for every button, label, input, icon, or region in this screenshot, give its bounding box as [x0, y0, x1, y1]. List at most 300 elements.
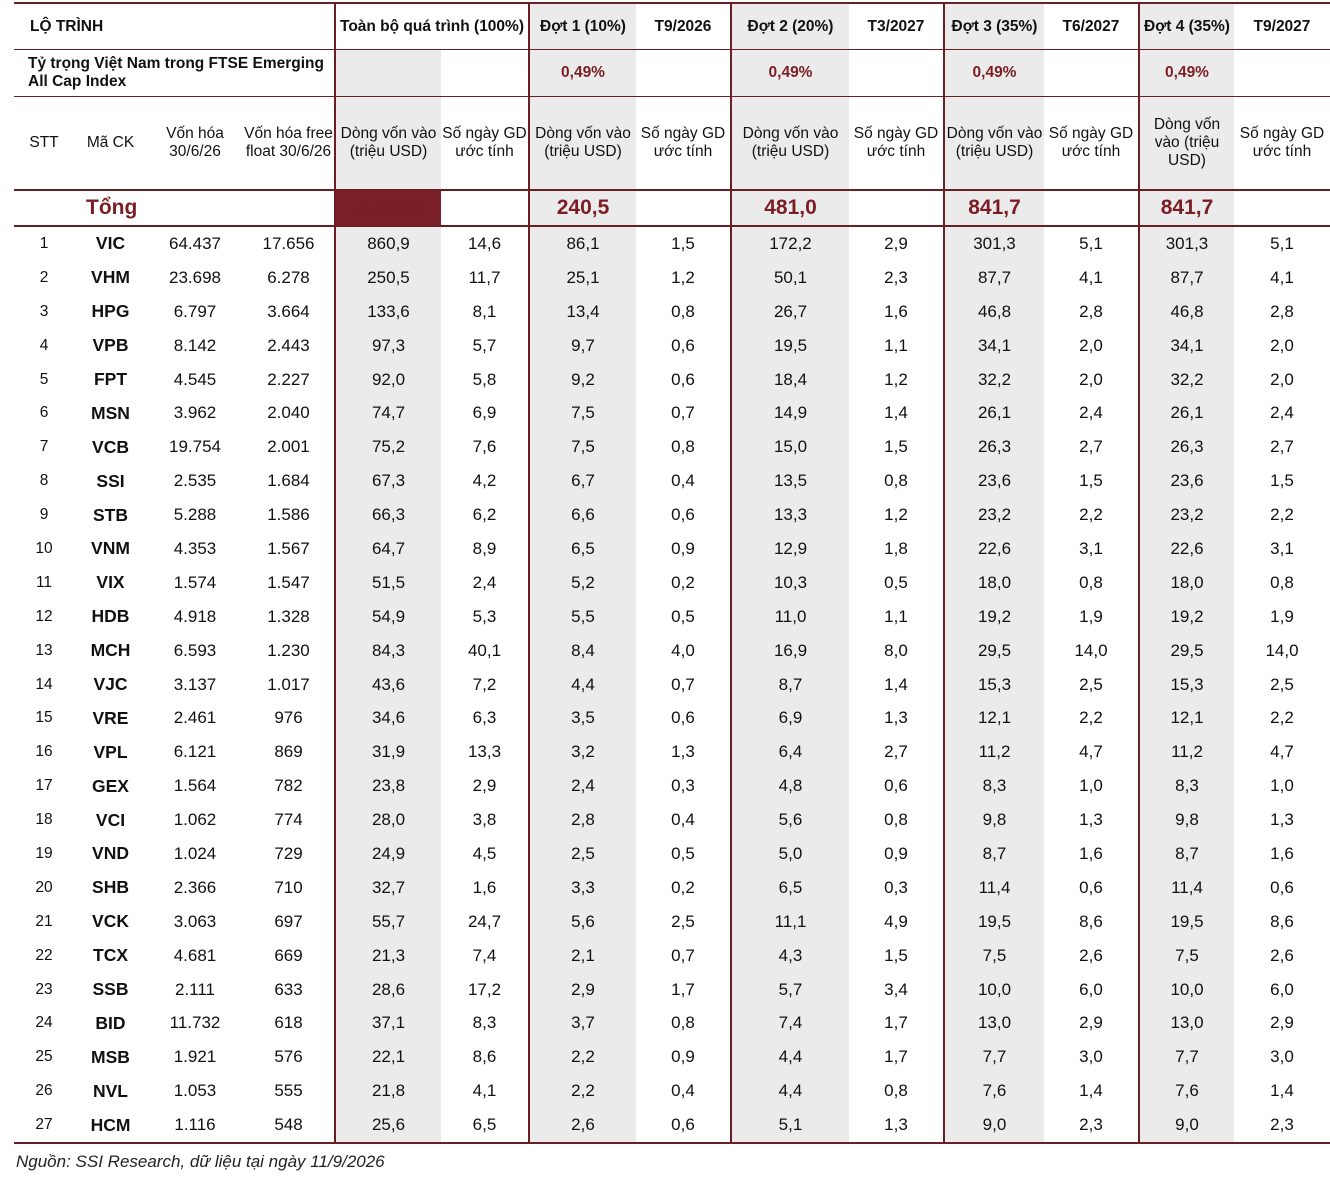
cell-phase-3-inflow: 29,5: [944, 634, 1044, 668]
cell-total-inflow: 54,9: [335, 600, 441, 634]
cell-phase-2-inflow: 5,0: [731, 837, 849, 871]
cell-phase-2-inflow: 10,3: [731, 566, 849, 600]
cell-phase-1-days: 0,4: [671, 471, 695, 491]
cell-total-inflow: 51,5: [335, 566, 441, 600]
cell-phase-4-inflow: 87,7: [1139, 261, 1234, 295]
cell-code: VIX: [96, 572, 125, 593]
cell-phase-3-days: 1,4: [1079, 1081, 1103, 1101]
cell-total-days: 40,1: [467, 640, 502, 660]
cell-phase-1-days: 0,4: [671, 1081, 695, 1101]
cell-total-days: 8,1: [472, 301, 497, 321]
phase-2-weight: 0,49%: [731, 50, 849, 97]
cell-phase-3-days: 2,7: [1079, 437, 1103, 457]
cell-phase-3-inflow: 7,6: [944, 1074, 1044, 1108]
cell-phase-2-inflow: 172,2: [731, 226, 849, 261]
inflow-table: [14, 2, 1330, 1144]
cell-market-cap: 2.111: [174, 979, 216, 999]
table-row: [14, 905, 1330, 939]
cell-phase-3-days: 5,1: [1079, 233, 1103, 253]
cell-phase-2-inflow: 11,0: [731, 600, 849, 634]
cell-phase-1-days: 0,2: [671, 877, 695, 897]
cell-free-float: 729: [274, 843, 303, 863]
cell-phase-1-days: 0,7: [671, 674, 695, 694]
phase-4-total: 841,7: [1139, 190, 1234, 226]
cell-total-inflow: 860,9: [335, 226, 441, 261]
cell-free-float: 548: [243, 1108, 335, 1143]
cell-phase-1-days: 0,9: [671, 538, 695, 558]
cell-phase-4-days: 1,6: [1270, 843, 1294, 863]
cell-phase-4-days: 2,9: [1270, 1013, 1294, 1033]
cell-phase-1-inflow: 3,5: [529, 701, 636, 735]
cell-phase-2-days: 2,9: [884, 233, 908, 253]
cell-phase-3-inflow: 34,1: [944, 329, 1044, 363]
cell-stt: 13: [35, 641, 53, 659]
cell-phase-4-days: 1,5: [1270, 471, 1294, 491]
cell-code: BID: [95, 1012, 126, 1033]
total-process-header: Toàn bộ quá trình (100%): [335, 3, 529, 50]
table-row: [14, 1006, 1330, 1040]
cell-market-cap: 3.063: [173, 911, 217, 931]
cell-total-inflow: 64,7: [335, 532, 441, 566]
cell-phase-2-days: 0,8: [884, 471, 908, 491]
cell-phase-1-days: 1,2: [671, 267, 695, 287]
cell-phase-3-days: 2,2: [1079, 505, 1103, 525]
cell-market-cap: 1.024: [173, 843, 217, 863]
table-row: [14, 803, 1330, 837]
cell-stt: 26: [35, 1082, 53, 1100]
cell-phase-3-days: 3,1: [1079, 538, 1103, 558]
cell-phase-4-inflow: 32,2: [1139, 363, 1234, 397]
cell-total-inflow: 75,2: [335, 430, 441, 464]
cell-phase-1-inflow: 9,2: [529, 363, 636, 397]
table-row: [14, 939, 1330, 973]
cell-total-days: 6,3: [472, 708, 497, 728]
cell-phase-1-days: 0,8: [671, 1013, 695, 1033]
cell-phase-1-inflow: 7,5: [529, 396, 636, 430]
cell-phase-4-inflow: 19,2: [1139, 600, 1234, 634]
cell-phase-1-days: 0,9: [671, 1047, 695, 1067]
cell-phase-1-inflow: 4,4: [529, 668, 636, 702]
cell-phase-4-inflow: 7,6: [1139, 1074, 1234, 1108]
cell-total-days: 6,9: [472, 403, 497, 423]
cell-phase-2-inflow: 13,5: [731, 464, 849, 498]
table-row: [14, 837, 1330, 871]
phase-4-weight: 0,49%: [1139, 50, 1234, 97]
cell-phase-3-inflow: 8,3: [944, 769, 1044, 803]
table-row: [14, 430, 1330, 464]
cell-market-cap: 19.754: [169, 437, 221, 457]
cell-phase-3-days: 8,6: [1079, 911, 1103, 931]
cell-phase-1-inflow: 2,4: [529, 769, 636, 803]
cell-free-float: 3.664: [267, 301, 310, 321]
cell-code: VCB: [92, 436, 129, 457]
cell-free-float: 17.656: [262, 233, 315, 253]
cell-phase-3-days: 0,8: [1079, 572, 1103, 592]
cell-free-float: 697: [274, 911, 303, 931]
cell-phase-2-days: 8,0: [884, 640, 908, 660]
cell-phase-2-days: 1,3: [849, 1108, 944, 1143]
cell-phase-3-inflow: 22,6: [944, 532, 1044, 566]
col-total-days: Số ngày GD ước tính: [441, 97, 529, 191]
cell-code: FPT: [93, 369, 128, 389]
cell-total-days: 17,2: [467, 979, 502, 999]
cell-phase-3-days: 14,0: [1074, 640, 1108, 660]
table-row: [14, 769, 1330, 803]
cell-phase-2-inflow: 4,4: [731, 1074, 849, 1108]
cell-code: TCX: [93, 945, 128, 966]
cell-stt: 1: [39, 234, 49, 252]
weight-total-empty: [335, 50, 441, 97]
roadmap-label: LỘ TRÌNH: [14, 3, 335, 50]
cell-total-inflow: 21,3: [335, 939, 441, 973]
cell-phase-4-inflow: 29,5: [1139, 634, 1234, 668]
cell-phase-2-days: 1,3: [884, 708, 908, 728]
cell-free-float: 869: [274, 742, 303, 762]
cell-phase-3-days: 1,3: [1079, 810, 1103, 830]
cell-market-cap: 2.535: [173, 471, 217, 491]
cell-total-inflow: 34,6: [335, 701, 441, 735]
cell-total-inflow: 31,9: [335, 735, 441, 769]
cell-phase-2-days: 2,7: [884, 742, 908, 762]
cell-phase-4-days: 1,9: [1270, 606, 1294, 626]
cell-code: GEX: [92, 775, 129, 796]
cell-phase-2-days: 0,3: [884, 877, 908, 897]
cell-phase-4-days: 14,0: [1265, 640, 1299, 660]
cell-stt: 8: [39, 472, 49, 490]
cell-stt: 11: [35, 573, 53, 591]
cell-phase-4-inflow: 301,3: [1139, 226, 1234, 261]
cell-total-days: 7,6: [472, 437, 497, 457]
col-phase-4-inflow: Dòng vốn vào (triệu USD): [1139, 97, 1234, 191]
cell-market-cap: 5.288: [173, 505, 217, 525]
cell-phase-2-days: 1,6: [884, 301, 908, 321]
table-row: [14, 464, 1330, 498]
cell-total-days: 8,9: [472, 538, 497, 558]
cell-stt: 22: [35, 946, 53, 964]
cell-phase-2-days: 2,3: [884, 267, 908, 287]
cell-phase-4-days: 2,2: [1270, 708, 1294, 728]
phase-4-header: Đợt 4 (35%): [1139, 3, 1234, 50]
cell-total-days: 8,6: [472, 1047, 497, 1067]
cell-phase-2-days: 1,5: [884, 437, 908, 457]
cell-total-days: 2,4: [472, 572, 497, 592]
cell-market-cap: 1.053: [173, 1081, 217, 1101]
cell-phase-3-days: 2,4: [1079, 403, 1103, 423]
cell-total-inflow: 21,8: [335, 1074, 441, 1108]
cell-total-inflow: 74,7: [335, 396, 441, 430]
cell-phase-4-inflow: 46,8: [1139, 295, 1234, 329]
cell-free-float: 1.017: [267, 674, 310, 694]
cell-phase-3-inflow: 9,8: [944, 803, 1044, 837]
cell-phase-4-days: 0,8: [1270, 572, 1294, 592]
col-stt: STT: [14, 97, 74, 191]
cell-phase-1-days: 0,6: [671, 708, 695, 728]
cell-phase-3-inflow: 26,3: [944, 430, 1044, 464]
cell-phase-4-inflow: 10,0: [1139, 973, 1234, 1007]
cell-stt: 12: [35, 607, 53, 625]
cell-code: SSI: [96, 470, 125, 491]
cell-phase-3-days: 2,3: [1044, 1108, 1139, 1143]
cell-phase-1-inflow: 86,1: [529, 226, 636, 261]
cell-phase-3-inflow: 46,8: [944, 295, 1044, 329]
cell-phase-2-days: 1,1: [884, 335, 908, 355]
cell-total-inflow: 66,3: [335, 498, 441, 532]
cell-total-days: 4,1: [472, 1081, 497, 1101]
cell-free-float: 1.547: [267, 572, 310, 592]
cell-phase-1-days: 1,3: [671, 742, 695, 762]
col-phase-1-inflow: Dòng vốn vào (triệu USD): [529, 97, 636, 191]
table-row: [14, 1074, 1330, 1108]
cell-code: VHM: [91, 267, 130, 288]
cell-phase-4-days: 3,0: [1270, 1047, 1294, 1067]
cell-phase-2-days: 1,7: [884, 1013, 908, 1033]
cell-phase-1-inflow: 6,5: [529, 532, 636, 566]
cell-phase-1-inflow: 2,2: [529, 1040, 636, 1074]
cell-total-days: 8,3: [472, 1013, 497, 1033]
cell-code: SHB: [92, 877, 129, 898]
table-row: [14, 532, 1330, 566]
cell-phase-4-inflow: 34,1: [1139, 329, 1234, 363]
cell-code: VCK: [92, 911, 129, 932]
cell-phase-3-inflow: 8,7: [944, 837, 1044, 871]
table-row: [14, 498, 1330, 532]
col-phase-2-inflow: Dòng vốn vào (triệu USD): [731, 97, 849, 191]
cell-phase-4-days: 4,1: [1270, 267, 1294, 287]
cell-total-inflow: 92,0: [335, 363, 441, 397]
table-row: [14, 668, 1330, 702]
cell-stt: 19: [35, 844, 53, 862]
cell-code: HDB: [91, 606, 130, 627]
cell-stt: 16: [35, 743, 53, 761]
cell-market-cap: 11.732: [169, 1013, 221, 1033]
cell-market-cap: 2.461: [173, 708, 217, 728]
cell-phase-3-inflow: 11,2: [944, 735, 1044, 769]
phase-4-total-empty: [1234, 190, 1330, 226]
cell-phase-4-days: 0,6: [1270, 877, 1294, 897]
cell-free-float: 1.567: [267, 538, 310, 558]
phase-2-header: Đợt 2 (20%): [731, 3, 849, 50]
cell-phase-2-inflow: 15,0: [731, 430, 849, 464]
cell-code: SSB: [92, 979, 129, 1000]
cell-phase-3-days: 2,0: [1079, 335, 1103, 355]
cell-phase-4-inflow: 9,8: [1139, 803, 1234, 837]
phase-1-date: T9/2026: [636, 3, 731, 50]
cell-phase-1-inflow: 5,5: [529, 600, 636, 634]
cell-phase-3-inflow: 19,5: [944, 905, 1044, 939]
cell-market-cap: 23.698: [169, 267, 221, 287]
cell-phase-3-days: 3,0: [1079, 1047, 1103, 1067]
cell-market-cap: 4.918: [173, 606, 217, 626]
cell-market-cap: 1.574: [173, 572, 217, 592]
cell-phase-4-inflow: 22,6: [1139, 532, 1234, 566]
cell-free-float: 2.227: [267, 369, 310, 389]
phase-4-date: T9/2027: [1234, 3, 1330, 50]
weight-total-empty-2: [441, 50, 529, 97]
cell-code: VPL: [93, 741, 128, 762]
cell-phase-1-days: 0,8: [671, 301, 695, 321]
cell-free-float: 6.278: [267, 267, 310, 287]
cell-total-inflow: 28,0: [335, 803, 441, 837]
cell-free-float: 555: [274, 1081, 303, 1101]
cell-market-cap: 1.564: [173, 776, 217, 796]
total-row: [14, 190, 1330, 226]
cell-phase-1-days: 1,5: [671, 233, 695, 253]
cell-phase-1-days: 0,5: [671, 606, 695, 626]
cell-phase-4-inflow: 11,2: [1139, 735, 1234, 769]
cell-phase-4-days: 2,6: [1270, 945, 1294, 965]
cell-phase-2-days: 1,5: [884, 945, 908, 965]
cell-phase-2-inflow: 5,6: [731, 803, 849, 837]
cell-stt: 23: [35, 980, 53, 998]
cell-phase-1-days: 0,3: [671, 776, 695, 796]
cell-total-days: 24,7: [467, 911, 502, 931]
cell-phase-1-days: 0,2: [671, 572, 695, 592]
cell-phase-2-days: 4,9: [884, 911, 908, 931]
phase-2-weight-empty: [849, 50, 944, 97]
cell-phase-1-inflow: 3,3: [529, 871, 636, 905]
cell-code: MSB: [91, 1046, 130, 1067]
table-row: [14, 1040, 1330, 1074]
phase-1-total: 240,5: [529, 190, 636, 226]
cell-total-inflow: 250,5: [335, 261, 441, 295]
cell-phase-2-inflow: 26,7: [731, 295, 849, 329]
cell-phase-1-days: 1,7: [671, 979, 695, 999]
total-inflow-value: 2.404,9: [335, 190, 441, 226]
cell-total-days: 5,3: [472, 606, 497, 626]
cell-total-inflow: 55,7: [335, 905, 441, 939]
cell-phase-4-inflow: 23,2: [1139, 498, 1234, 532]
col-market-cap: Vốn hóa 30/6/26: [147, 97, 243, 191]
table-row: [14, 295, 1330, 329]
cell-code: MCH: [90, 640, 131, 661]
cell-code: MSN: [91, 402, 130, 423]
cell-phase-1-days: 4,0: [671, 640, 695, 660]
cell-market-cap: 4.353: [173, 538, 217, 558]
total-label: Tổng: [14, 190, 335, 226]
cell-market-cap: 6.593: [173, 640, 217, 660]
cell-phase-3-days: 2,6: [1079, 945, 1103, 965]
col-code: Mã CK: [74, 97, 147, 191]
cell-phase-1-days: 0,5: [671, 843, 695, 863]
cell-phase-4-days: 8,6: [1270, 911, 1294, 931]
cell-phase-3-inflow: 301,3: [944, 226, 1044, 261]
cell-market-cap: 1.062: [173, 810, 217, 830]
cell-phase-1-inflow: 5,6: [529, 905, 636, 939]
cell-market-cap: 3.137: [173, 674, 217, 694]
cell-market-cap: 1.116: [147, 1108, 243, 1143]
cell-stt: 18: [35, 811, 53, 829]
cell-phase-2-inflow: 6,4: [731, 735, 849, 769]
cell-stt: 15: [35, 709, 53, 727]
table-row: [14, 363, 1330, 397]
cell-phase-1-inflow: 2,9: [529, 973, 636, 1007]
cell-phase-3-days: 2,9: [1079, 1013, 1103, 1033]
cell-phase-4-days: 2,8: [1270, 301, 1294, 321]
cell-phase-3-inflow: 12,1: [944, 701, 1044, 735]
cell-stt: 20: [35, 878, 53, 896]
cell-phase-4-inflow: 12,1: [1139, 701, 1234, 735]
cell-phase-3-days: 1,5: [1079, 471, 1103, 491]
table-row: [14, 261, 1330, 295]
col-phase-1-days: Số ngày GD ước tính: [636, 97, 731, 191]
cell-stt: 10: [35, 539, 53, 557]
cell-free-float: 669: [274, 945, 303, 965]
phase-3-header: Đợt 3 (35%): [944, 3, 1044, 50]
phase-3-date: T6/2027: [1044, 3, 1139, 50]
cell-phase-1-inflow: 8,4: [529, 634, 636, 668]
cell-phase-2-inflow: 13,3: [731, 498, 849, 532]
cell-phase-2-days: 0,6: [884, 776, 908, 796]
cell-phase-1-inflow: 6,6: [529, 498, 636, 532]
cell-free-float: 633: [274, 979, 303, 999]
cell-phase-3-inflow: 87,7: [944, 261, 1044, 295]
phase-2-total-empty: [849, 190, 944, 226]
cell-phase-1-inflow: 3,2: [529, 735, 636, 769]
cell-phase-2-inflow: 5,1: [731, 1108, 849, 1143]
cell-phase-1-days: 0,8: [671, 437, 695, 457]
cell-phase-4-inflow: 11,4: [1139, 871, 1234, 905]
cell-phase-2-inflow: 19,5: [731, 329, 849, 363]
cell-total-days: 6,2: [472, 505, 497, 525]
cell-phase-2-days: 0,5: [884, 572, 908, 592]
total-days-empty: [441, 190, 529, 226]
cell-phase-4-inflow: 7,7: [1139, 1040, 1234, 1074]
phase-3-weight: 0,49%: [944, 50, 1044, 97]
cell-phase-3-inflow: 11,4: [944, 871, 1044, 905]
cell-phase-4-days: 2,4: [1270, 403, 1294, 423]
cell-market-cap: 6.121: [173, 742, 217, 762]
phase-1-total-empty: [636, 190, 731, 226]
cell-stt: 17: [35, 777, 53, 795]
cell-phase-1-inflow: 13,4: [529, 295, 636, 329]
cell-phase-3-days: 4,1: [1079, 267, 1103, 287]
cell-total-inflow: 28,6: [335, 973, 441, 1007]
cell-phase-2-days: 1,8: [884, 538, 908, 558]
col-phase-3-days: Số ngày GD ước tính: [1044, 97, 1139, 191]
cell-phase-3-inflow: 7,5: [944, 939, 1044, 973]
cell-phase-1-inflow: 2,5: [529, 837, 636, 871]
phase-3-total-empty: [1044, 190, 1139, 226]
cell-free-float: 2.443: [267, 335, 310, 355]
cell-total-inflow: 133,6: [335, 295, 441, 329]
cell-phase-4-days: 2,3: [1234, 1108, 1330, 1143]
cell-phase-4-inflow: 8,7: [1139, 837, 1234, 871]
cell-phase-4-inflow: 19,5: [1139, 905, 1234, 939]
cell-phase-3-inflow: 19,2: [944, 600, 1044, 634]
cell-stt: 6: [39, 404, 49, 422]
cell-phase-4-days: 3,1: [1270, 538, 1294, 558]
cell-phase-3-inflow: 18,0: [944, 566, 1044, 600]
cell-market-cap: 4.545: [173, 369, 217, 389]
col-total-inflow: Dòng vốn vào (triệu USD): [335, 97, 441, 191]
cell-phase-3-days: 2,0: [1079, 369, 1103, 389]
cell-phase-2-days: 0,8: [884, 810, 908, 830]
source-note: Nguồn: SSI Research, dữ liệu tại ngày 11/9/2026: [16, 1152, 385, 1171]
cell-stt: 3: [39, 302, 49, 320]
cell-total-inflow: 24,9: [335, 837, 441, 871]
cell-phase-1-inflow: 2,1: [529, 939, 636, 973]
cell-phase-1-inflow: 7,5: [529, 430, 636, 464]
cell-total-days: 5,7: [472, 335, 497, 355]
cell-stt: 14: [35, 675, 53, 693]
cell-code: VCI: [95, 809, 126, 830]
cell-phase-1-days: 0,7: [671, 403, 695, 423]
cell-phase-2-inflow: 11,1: [731, 905, 849, 939]
cell-phase-4-inflow: 18,0: [1139, 566, 1234, 600]
phase-3-weight-empty: [1044, 50, 1139, 97]
cell-total-days: 3,8: [472, 810, 497, 830]
cell-phase-2-inflow: 12,9: [731, 532, 849, 566]
